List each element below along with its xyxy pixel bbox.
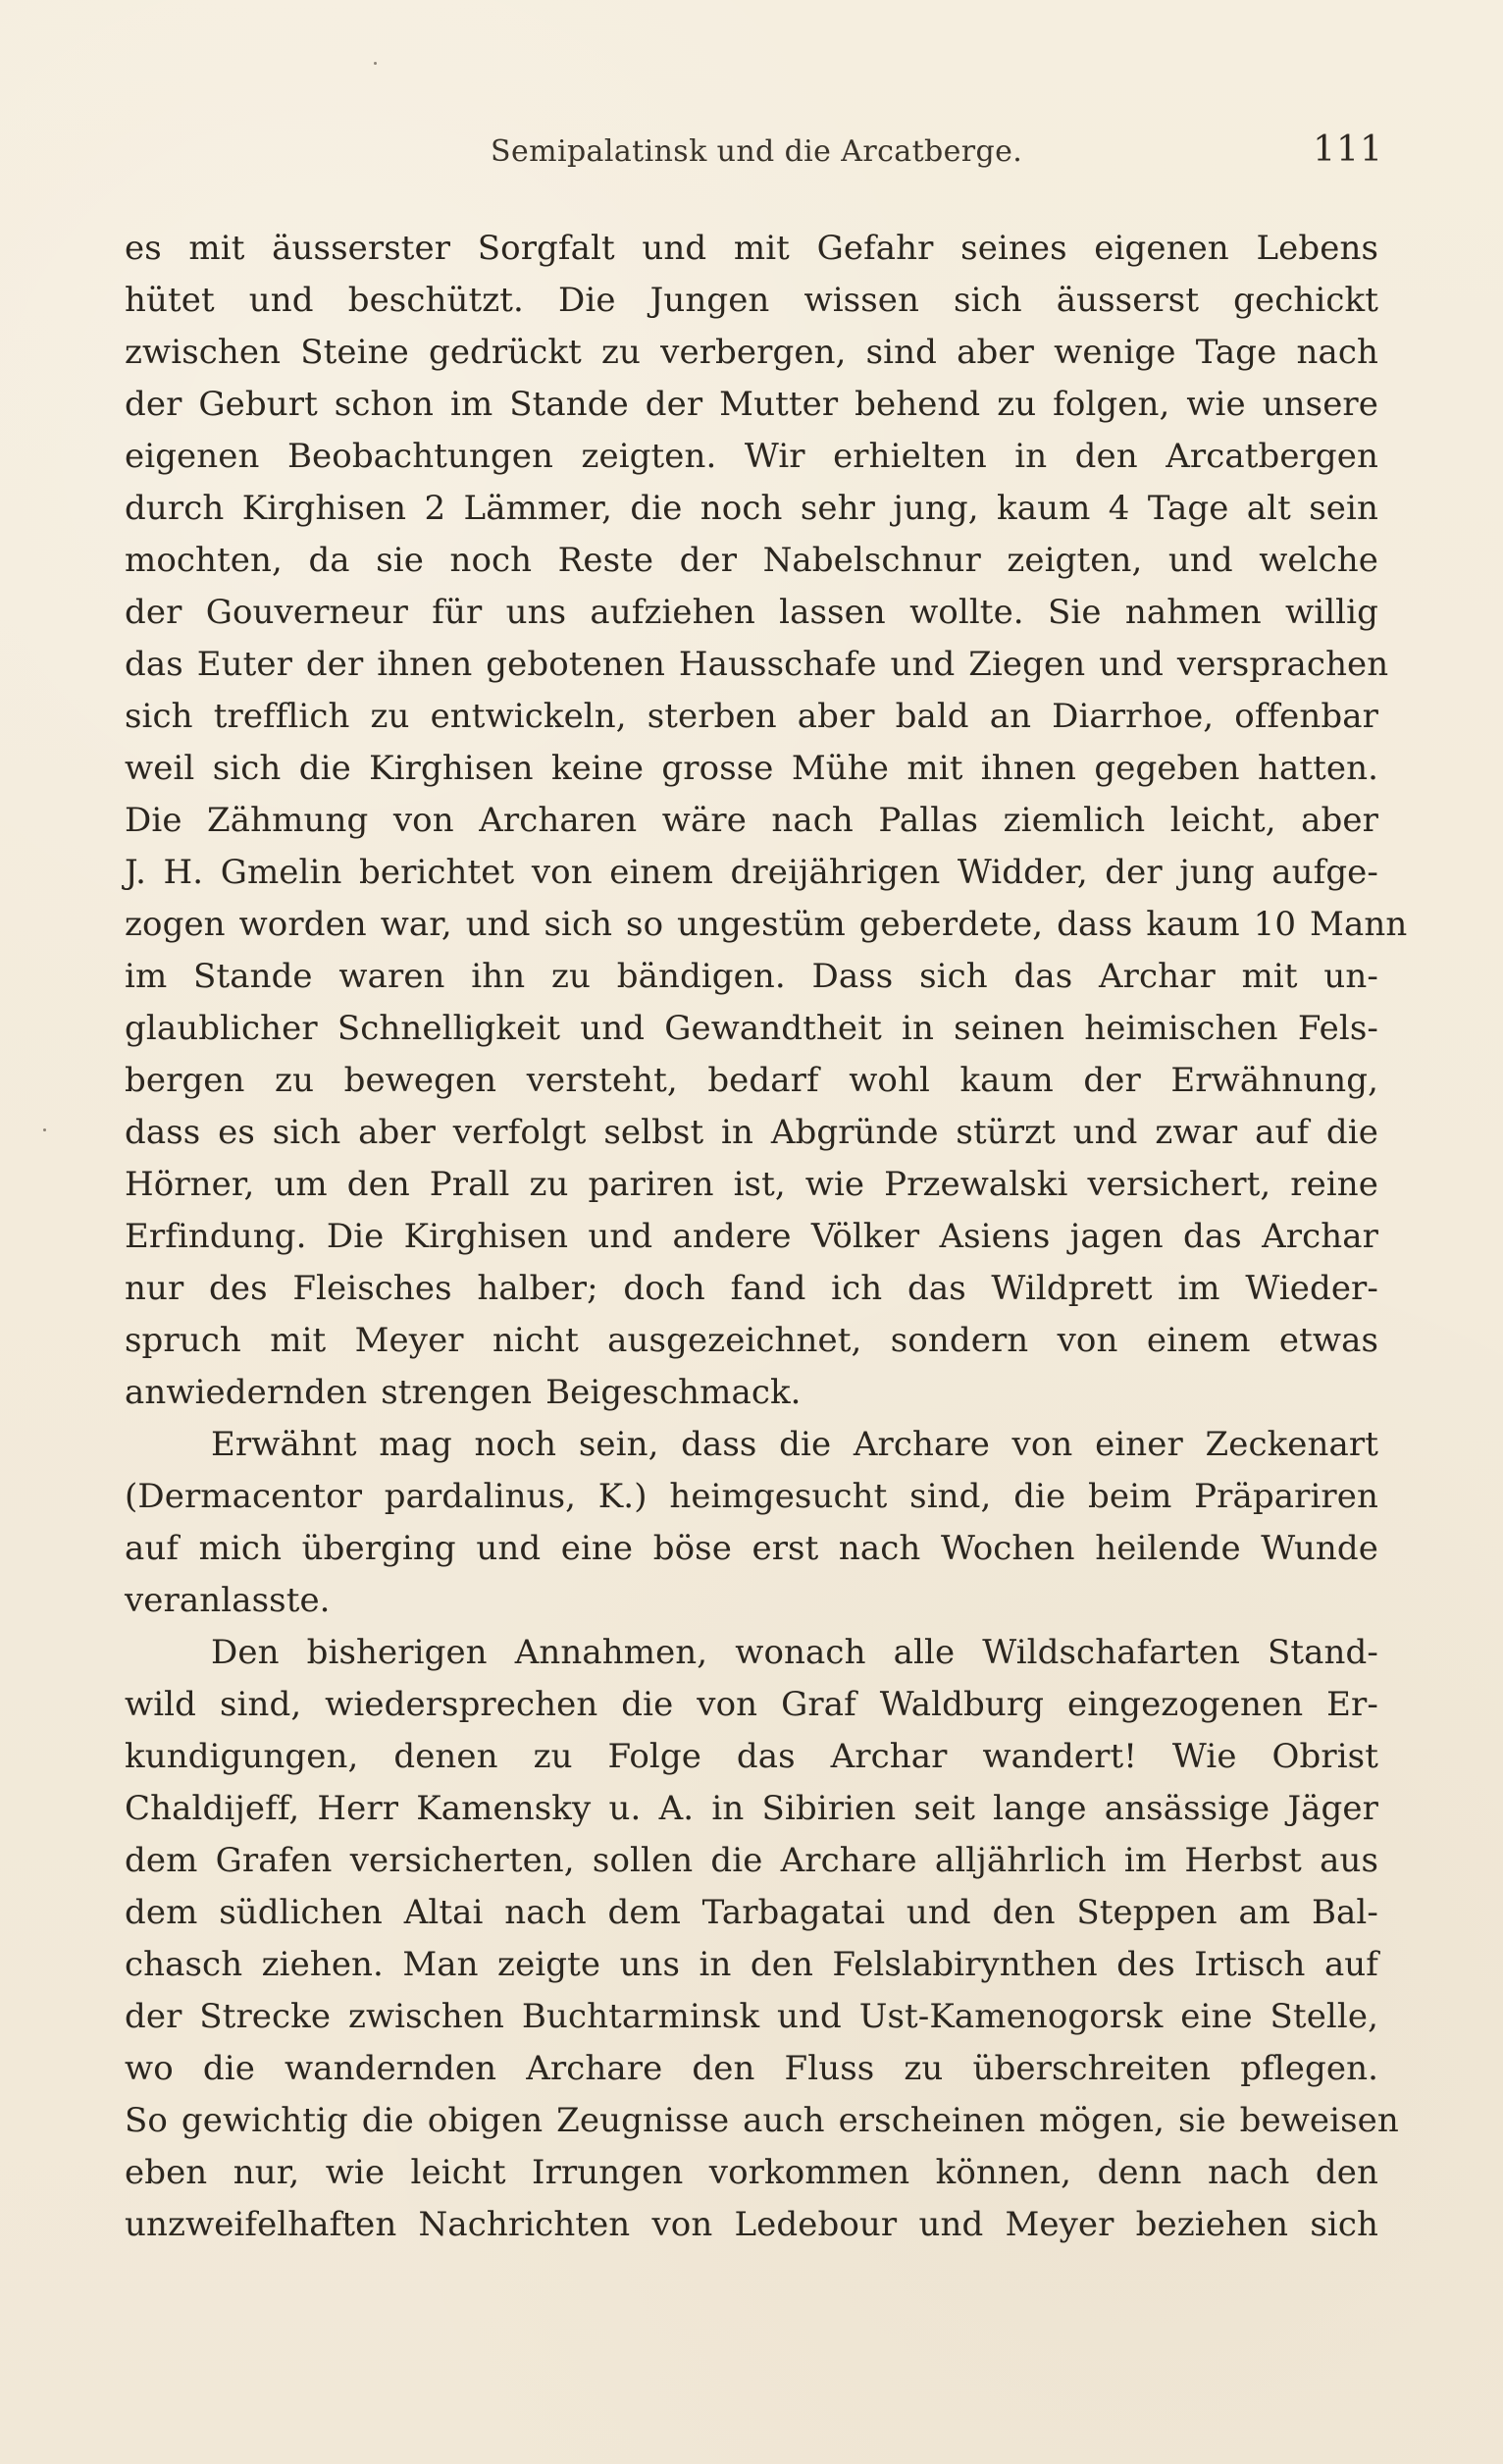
paper-speck bbox=[374, 62, 377, 65]
text-line: dass es sich aber verfolgt selbst in Abgründe stürzt und zwar auf die bbox=[125, 1113, 1378, 1152]
text-line: wo die wandernden Archare den Fluss zu überschreiten pflegen. bbox=[125, 2049, 1378, 2088]
running-title: Semipalatinsk und die Arcatberge. bbox=[491, 134, 1023, 169]
text-line: durch Kirghisen 2 Lämmer, die noch sehr jung, kaum 4 Tage alt sein bbox=[125, 489, 1378, 528]
text-line: bergen zu bewegen versteht, bedarf wohl kaum der Erwähnung, bbox=[125, 1061, 1378, 1100]
text-line: veranlasste. bbox=[125, 1581, 331, 1620]
text-line: es mit äusserster Sorgfalt und mit Gefahr seines eigenen Lebens bbox=[125, 229, 1378, 268]
text-line: (Dermacentor pardalinus, K.) heimgesucht sind, die beim Präpariren bbox=[125, 1477, 1378, 1516]
text-line: im Stande waren ihn zu bändigen. Dass sich das Archar mit un- bbox=[125, 957, 1378, 996]
text-line: eigenen Beobachtungen zeigten. Wir erhielten in den Arcatbergen bbox=[125, 437, 1378, 476]
running-header bbox=[491, 130, 1383, 183]
text-line: Die Zähmung von Archaren wäre nach Pallas ziemlich leicht, aber bbox=[125, 801, 1378, 840]
text-line: J. H. Gmelin berichtet von einem dreijährigen Widder, der jung aufge- bbox=[125, 853, 1378, 892]
text-line: auf mich überging und eine böse erst nach Wochen heilende Wunde bbox=[125, 1529, 1378, 1568]
text-line: So gewichtig die obigen Zeugnisse auch erscheinen mögen, sie beweisen bbox=[125, 2101, 1399, 2140]
text-line: mochten, da sie noch Reste der Nabelschnur zeigten, und welche bbox=[125, 541, 1378, 580]
paper-speck bbox=[43, 1128, 46, 1131]
text-line: Erfindung. Die Kirghisen und andere Völker Asiens jagen das Archar bbox=[125, 1217, 1378, 1256]
paragraph-start-line: Den bisherigen Annahmen, wonach alle Wildschafarten Stand- bbox=[211, 1633, 1378, 1672]
text-line: wild sind, wiedersprechen die von Graf Waldburg eingezogenen Er- bbox=[125, 1685, 1378, 1724]
text-line: der Geburt schon im Stande der Mutter behend zu folgen, wie unsere bbox=[125, 385, 1378, 424]
page-number: 111 bbox=[1313, 130, 1383, 170]
text-line: zwischen Steine gedrückt zu verbergen, sind aber wenige Tage nach bbox=[125, 333, 1378, 372]
text-line: anwiedernden strengen Beigeschmack. bbox=[125, 1373, 802, 1412]
text-line: glaublicher Schnelligkeit und Gewandtheit in seinen heimischen Fels- bbox=[125, 1009, 1378, 1048]
text-line: unzweifelhaften Nachrichten von Ledebour und Meyer beziehen sich bbox=[125, 2205, 1378, 2244]
text-line: Chaldijeff, Herr Kamensky u. A. in Sibirien seit lange ansässige Jäger bbox=[125, 1789, 1378, 1828]
text-line: spruch mit Meyer nicht ausgezeichnet, sondern von einem etwas bbox=[125, 1321, 1378, 1360]
text-line: sich trefflich zu entwickeln, sterben aber bald an Diarrhoe, offenbar bbox=[125, 697, 1378, 736]
text-line: das Euter der ihnen gebotenen Hausschafe und Ziegen und versprachen bbox=[125, 645, 1389, 684]
text-line: zogen worden war, und sich so ungestüm geberdete, dass kaum 10 Mann bbox=[125, 905, 1408, 944]
text-line: dem südlichen Altai nach dem Tarbagatai und den Steppen am Bal- bbox=[125, 1893, 1378, 1932]
text-line: dem Grafen versicherten, sollen die Archare alljährlich im Herbst aus bbox=[125, 1841, 1378, 1880]
text-line: der Strecke zwischen Buchtarminsk und Ust-Kamenogorsk eine Stelle, bbox=[125, 1997, 1378, 2036]
text-line: eben nur, wie leicht Irrungen vorkommen können, denn nach den bbox=[125, 2153, 1378, 2192]
text-line: nur des Fleisches halber; doch fand ich das Wildprett im Wieder- bbox=[125, 1269, 1378, 1308]
text-line: der Gouverneur für uns aufziehen lassen wollte. Sie nahmen willig bbox=[125, 593, 1378, 632]
text-line: Hörner, um den Prall zu pariren ist, wie Przewalski versichert, reine bbox=[125, 1165, 1378, 1204]
text-line: weil sich die Kirghisen keine grosse Mühe mit ihnen gegeben hatten. bbox=[125, 749, 1378, 788]
text-line: kundigungen, denen zu Folge das Archar wandert! Wie Obrist bbox=[125, 1737, 1378, 1776]
text-line: chasch ziehen. Man zeigte uns in den Felslabirynthen des Irtisch auf bbox=[125, 1945, 1378, 1984]
text-line: hütet und beschützt. Die Jungen wissen sich äusserst gechickt bbox=[125, 281, 1378, 320]
paragraph-start-line: Erwähnt mag noch sein, dass die Archare von einer Zeckenart bbox=[211, 1425, 1378, 1464]
